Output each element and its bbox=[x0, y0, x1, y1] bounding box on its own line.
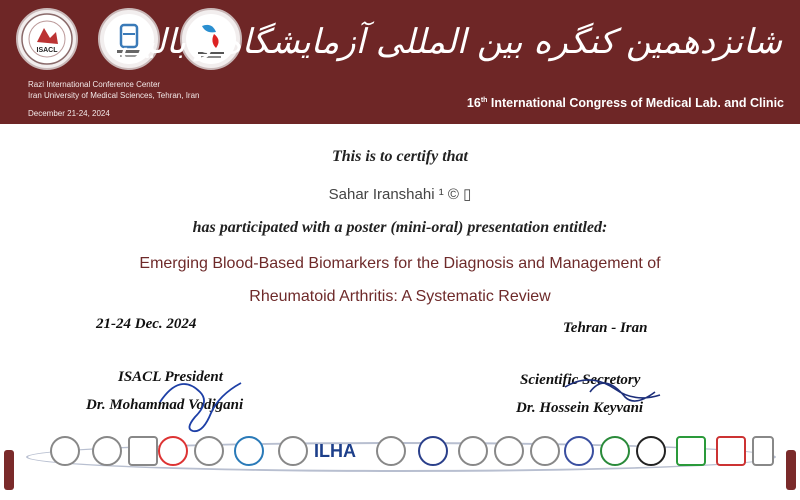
event-date: 21-24 Dec. 2024 bbox=[96, 316, 197, 332]
isacl-logo-text: ISACL bbox=[36, 47, 58, 54]
left-signatory-name: Dr. Mohammad Vodjgani bbox=[86, 397, 244, 413]
left-handwritten-signature bbox=[150, 362, 270, 434]
presentation-title-line-2: Rheumatoid Arthritis: A Systematic Review bbox=[249, 288, 551, 305]
venue-name: Razi International Conference Center bbox=[28, 80, 161, 89]
sponsor-logo-18 bbox=[716, 436, 746, 466]
sponsor-logo-4 bbox=[158, 436, 188, 466]
right-handwritten-signature bbox=[560, 362, 670, 422]
sponsor-logo-16 bbox=[636, 436, 666, 466]
sponsor-logo-9 bbox=[376, 436, 406, 466]
sponsor-logo-3 bbox=[128, 436, 158, 466]
isacl-emblem-icon bbox=[20, 12, 74, 66]
sponsor-logo-2 bbox=[92, 436, 122, 466]
congress-title-text: International Congress of Medical Lab. and Clinic bbox=[487, 96, 784, 110]
recipient-name: Sahar Iranshahi ¹ © ▯ bbox=[328, 186, 472, 203]
sponsor-logo-14 bbox=[564, 436, 594, 466]
sponsor-logo-11 bbox=[458, 436, 488, 466]
congress-number: 16 bbox=[466, 96, 481, 110]
sponsor-logo-12 bbox=[494, 436, 524, 466]
venue-address: Iran University of Medical Sciences, Tehran, Iran bbox=[28, 91, 200, 100]
sponsor-logo-13 bbox=[530, 436, 560, 466]
sponsor-logo-1 bbox=[50, 436, 80, 466]
isacl-logo bbox=[16, 8, 78, 70]
sponsor-logo-10 bbox=[418, 436, 448, 466]
persian-congress-title: شانزدهمین کنگره بین المللی آزمایشگاه و بالین bbox=[119, 22, 782, 62]
footer-left-accent bbox=[4, 450, 14, 490]
right-signatory-name: Dr. Hossein Keyvani bbox=[516, 400, 644, 416]
conference-dates: December 21-24, 2024 bbox=[28, 109, 110, 118]
congress-title bbox=[467, 96, 784, 110]
certificate-header bbox=[0, 0, 800, 124]
footer-right-accent bbox=[786, 450, 796, 490]
presentation-title-line-1: Emerging Blood-Based Biomarkers for the Diagnosis and Management of bbox=[139, 255, 661, 272]
certify-line: This is to certify that bbox=[332, 148, 468, 165]
sponsor-logo-19 bbox=[752, 436, 774, 466]
left-signatory-role: ISACL President bbox=[118, 369, 223, 385]
sponsor-logo-7 bbox=[278, 436, 308, 466]
sponsor-logo-8: ILHA bbox=[314, 441, 356, 461]
congress-number-suffix: th bbox=[480, 96, 488, 104]
sponsor-logo-17 bbox=[676, 436, 706, 466]
sponsor-logo-6 bbox=[234, 436, 264, 466]
sponsor-logo-5 bbox=[194, 436, 224, 466]
right-signatory-role: Scientific Secretory bbox=[520, 372, 641, 388]
sponsor-logo-15 bbox=[600, 436, 630, 466]
event-location: Tehran - Iran bbox=[563, 320, 648, 336]
participation-statement: has participated with a poster (mini-oral) presentation entitled: bbox=[192, 219, 608, 236]
